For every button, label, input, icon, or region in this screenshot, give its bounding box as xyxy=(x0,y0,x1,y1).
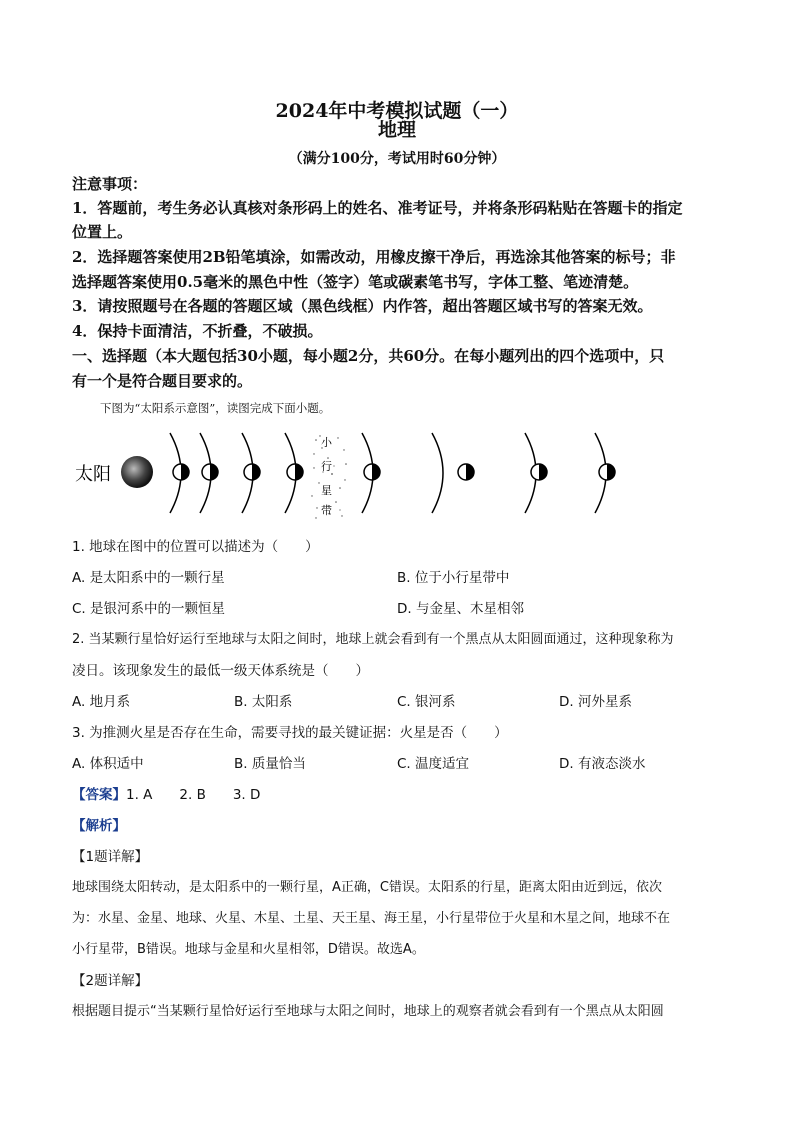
question-2-stem-cont: 凌日。该现象发生的最低一级天体系统是（ ） xyxy=(72,663,369,679)
belt-label-char: 星 xyxy=(321,484,332,497)
q1-option-d: D. 与金星、木星相邻 xyxy=(397,601,524,617)
solar-system-diagram xyxy=(70,428,630,523)
sun-icon xyxy=(121,456,153,488)
question-3-stem: 3. 为推测火星是否存在生命，需要寻找的最关键证据：火星是否（ ） xyxy=(72,725,508,741)
question-1-stem: 1. 地球在图中的位置可以描述为（ ） xyxy=(72,539,319,555)
q1-detail-tag: 【1题详解】 xyxy=(72,849,149,865)
q1-detail-line: 地球围绕太阳转动，是太阳系中的一颗行星，A正确，C错误。太阳系的行星，距离太阳由近到远，依次 xyxy=(72,880,662,895)
orbit-8 xyxy=(595,433,615,513)
answer-line xyxy=(72,783,260,803)
orbit-1 xyxy=(170,433,189,513)
q1-option-b: B. 位于小行星带中 xyxy=(397,570,510,586)
q3-option-a: A. 体积适中 xyxy=(72,756,144,772)
q2-detail-tag: 【2题详解】 xyxy=(72,973,149,989)
orbit-7 xyxy=(525,433,547,513)
q1-detail-line: 小行星带，B错误。地球与金星和火星相邻，D错误。故选A。 xyxy=(72,942,425,957)
notes-line: 4．保持卡面清洁，不折叠，不破损。 xyxy=(72,322,323,340)
q1-detail-line: 为：水星、金星、地球、火星、木星、土星、天王星、海王星，小行星带位于火星和木星之间，地球不在 xyxy=(72,911,671,926)
exam-subtitle: （满分100分，考试用时60分钟） xyxy=(288,151,506,167)
notes-line: 选择题答案使用0.5毫米的黑色中性（签字）笔或碳素笔书写，字体工整、笔迹清楚。 xyxy=(72,273,639,291)
question-2-stem: 2. 当某颗行星恰好运行至地球与太阳之间时，地球上就会看到有一个黑点从太阳圆面通过，这种现象称为 xyxy=(72,632,674,647)
answer-values: 1. A 2. B 3. D xyxy=(126,787,261,803)
notes-line: 1．答题前，考生务必认真核对条形码上的姓名、准考证号，并将条形码粘贴在答题卡的指定 xyxy=(72,199,683,217)
q1-option-c: C. 是银河系中的一颗恒星 xyxy=(72,601,226,617)
figure-intro: 下图为“太阳系示意图”，读图完成下面小题。 xyxy=(100,401,331,415)
q2-option-b: B. 太阳系 xyxy=(234,694,293,710)
page-title: 2024年中考模拟试题（一） xyxy=(275,100,519,122)
orbit-2 xyxy=(200,433,218,513)
belt-label-char: 行 xyxy=(321,460,332,473)
analysis-tag: 【解析】 xyxy=(72,818,126,834)
q3-option-b: B. 质量恰当 xyxy=(234,756,306,772)
belt-label-char: 小 xyxy=(321,436,332,449)
sun-label: 太阳 xyxy=(75,464,111,485)
notes-heading: 注意事项： xyxy=(72,175,148,193)
answer-tag: 【答案】 xyxy=(72,787,126,803)
belt-label-char: 带 xyxy=(321,504,332,517)
subject-title: 地理 xyxy=(377,119,416,141)
q3-option-c: C. 温度适宜 xyxy=(397,756,470,772)
orbit-3 xyxy=(242,433,260,513)
q2-option-a: A. 地月系 xyxy=(72,694,131,710)
q2-option-d: D. 河外星系 xyxy=(559,694,632,710)
solar-system-svg xyxy=(70,428,630,523)
section-heading: 一、选择题（本大题包括30小题，每小题2分，共60分。在每小题列出的四个选项中，只 xyxy=(72,347,665,365)
orbit-5 xyxy=(362,433,380,513)
section-heading-cont: 有一个是符合题目要求的。 xyxy=(72,372,253,390)
q2-option-c: C. 银河系 xyxy=(397,694,456,710)
notes-line: 位置上。 xyxy=(72,223,133,241)
notes-line: 2．选择题答案使用2B铅笔填涂，如需改动，用橡皮擦干净后，再选涂其他答案的标号；非 xyxy=(72,248,676,266)
notes-line: 3．请按照题号在各题的答题区域（黑色线框）内作答，超出答题区域书写的答案无效。 xyxy=(72,297,653,315)
asteroid-belt xyxy=(311,435,347,519)
q1-option-a: A. 是太阳系中的一颗行星 xyxy=(72,570,225,586)
q2-detail-line: 根据题目提示“当某颗行星恰好运行至地球与太阳之间时，地球上的观察者就会看到有一个黑点从太阳圆 xyxy=(72,1004,664,1019)
q3-option-d: D. 有液态淡水 xyxy=(559,756,646,772)
orbit-4 xyxy=(285,433,303,513)
orbit-6 xyxy=(432,433,474,513)
